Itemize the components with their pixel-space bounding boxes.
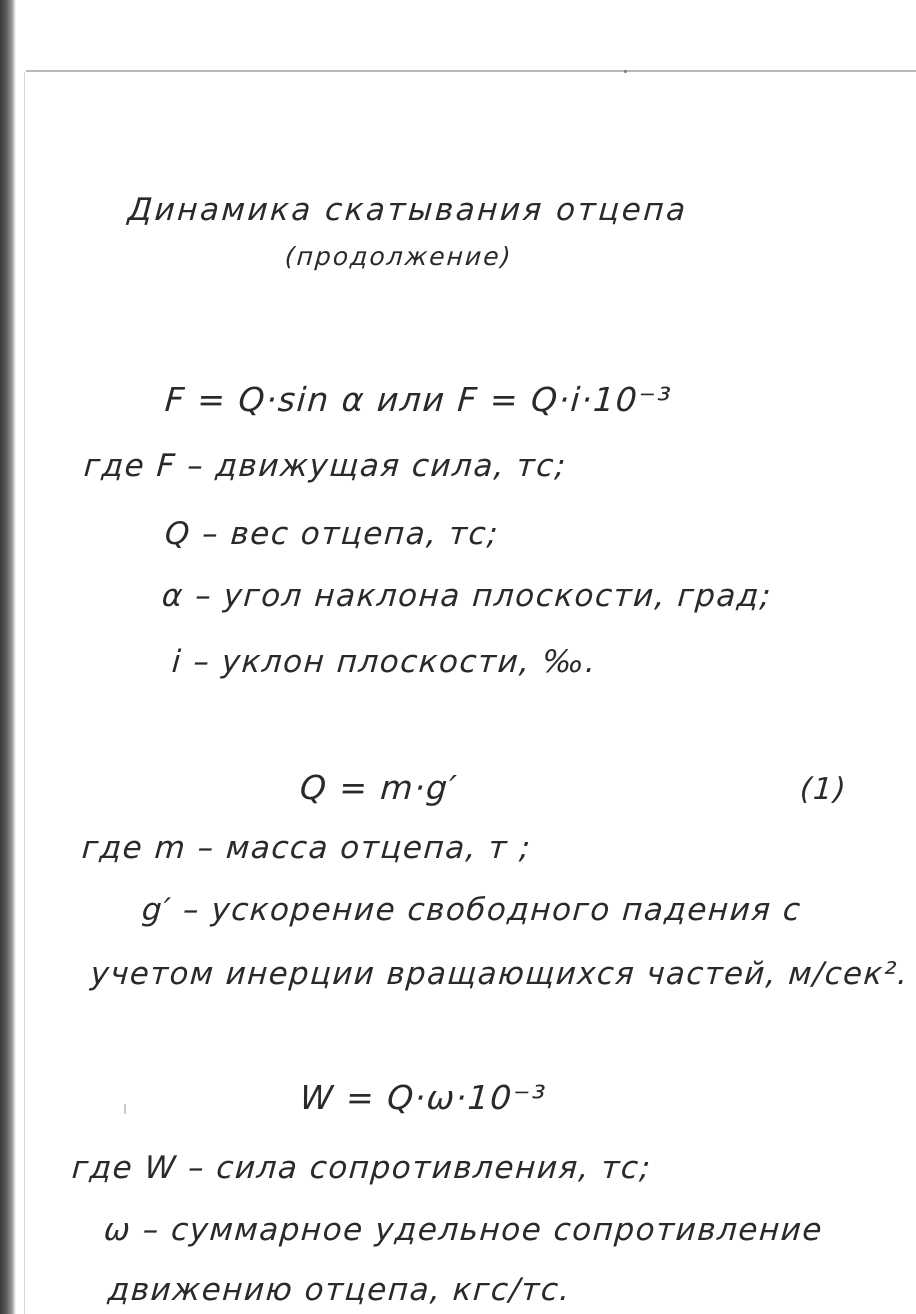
definition-line: α – угол наклона плоскости, град; [160, 578, 774, 614]
page-title: Динамика скатывания отцепа [126, 192, 689, 228]
scan-speck [624, 70, 627, 73]
definition-line: где W – сила сопротивления, тс; [70, 1150, 653, 1186]
definition-line: где F – движущая сила, тс; [82, 448, 569, 484]
scan-speck [8, 556, 11, 559]
definition-line: i – уклон плоскости, ‰. [170, 644, 599, 680]
definition-line: учетом инерции вращающихся частей, м/сек². [89, 956, 910, 992]
definition-line: g′ – ускорение свободного падения с [140, 892, 803, 928]
page-subtitle: (продолжение) [283, 242, 514, 271]
definition-line: движению отцепа, кгс/тс. [106, 1272, 573, 1308]
scan-edge-shadow [0, 0, 16, 1314]
formula-weight: Q = m·g′ [298, 768, 460, 807]
definition-line: где m – масса отцепа, т ; [80, 830, 533, 866]
formula-driving-force: F = Q·sin α или F = Q·i·10⁻³ [163, 380, 674, 419]
equation-number: (1) [798, 772, 849, 807]
definition-line: ω – суммарное удельное сопротивление [102, 1212, 825, 1248]
definition-line: Q – вес отцепа, тс; [163, 516, 501, 552]
scan-speck [124, 1104, 126, 1114]
formula-resistance: W = Q·ω·10⁻³ [298, 1078, 548, 1117]
